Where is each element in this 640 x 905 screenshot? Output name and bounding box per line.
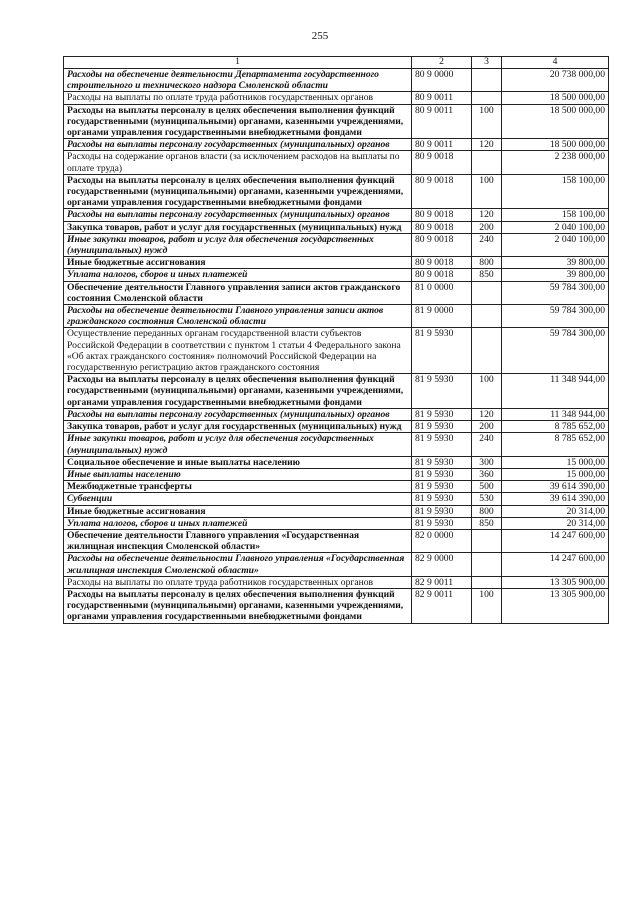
cell-code: 81 9 5930 — [412, 456, 472, 468]
cell-type: 120 — [472, 408, 502, 420]
cell-amount: 39 614 390,00 — [502, 493, 609, 505]
cell-code: 81 9 5930 — [412, 517, 472, 529]
table-row — [64, 517, 609, 529]
cell-type: 100 — [472, 588, 502, 623]
cell-name: Закупка товаров, работ и услуг для государственных (муниципальных) нужд — [64, 421, 412, 433]
cell-amount: 158 100,00 — [502, 209, 609, 221]
cell-amount: 8 785 652,00 — [502, 433, 609, 456]
cell-name: Обеспечение деятельности Главного управления «Государственная жилищная инспекция Смоленской области» — [64, 529, 412, 552]
cell-amount: 14 247 600,00 — [502, 553, 609, 576]
cell-name: Межбюджетные трансферты — [64, 481, 412, 493]
cell-amount: 15 000,00 — [502, 468, 609, 480]
cell-name: Расходы на обеспечение деятельности Департамента государственного строительного и технического надзора Смоленской области — [64, 69, 412, 92]
cell-amount: 11 348 944,00 — [502, 408, 609, 420]
cell-code: 81 9 5930 — [412, 374, 472, 409]
table-row — [64, 139, 609, 151]
table-row — [64, 69, 609, 92]
cell-amount: 15 000,00 — [502, 456, 609, 468]
cell-name: Расходы на выплаты по оплате труда работников государственных органов — [64, 92, 412, 104]
cell-type — [472, 151, 502, 174]
table-row — [64, 374, 609, 409]
cell-amount: 8 785 652,00 — [502, 421, 609, 433]
cell-name: Расходы на обеспечение деятельности Главного управления записи актов гражданского состояния Смоленской области — [64, 305, 412, 328]
cell-name: Расходы на выплаты персоналу в целях обеспечения выполнения функций государственными (муниципальными) органами, казенными учреждениями, органами управления государственными внебюджетными фондами — [64, 174, 412, 209]
table-row — [64, 257, 609, 269]
table-row — [64, 408, 609, 420]
table-row — [64, 553, 609, 576]
cell-code: 81 9 0000 — [412, 305, 472, 328]
cell-amount: 13 305 900,00 — [502, 588, 609, 623]
cell-name: Уплата налогов, сборов и иных платежей — [64, 517, 412, 529]
cell-name: Закупка товаров, работ и услуг для государственных (муниципальных) нужд — [64, 221, 412, 233]
cell-type: 200 — [472, 421, 502, 433]
cell-code: 81 0 0000 — [412, 281, 472, 304]
cell-name: Расходы на обеспечение деятельности Главного управления «Государственная жилищная инспекция Смоленской области» — [64, 553, 412, 576]
cell-type — [472, 92, 502, 104]
cell-code: 80 9 0018 — [412, 221, 472, 233]
table-row — [64, 104, 609, 139]
table-row — [64, 281, 609, 304]
table-row — [64, 468, 609, 480]
cell-amount: 20 738 000,00 — [502, 69, 609, 92]
table-row — [64, 328, 609, 374]
table-row — [64, 151, 609, 174]
table-row — [64, 305, 609, 328]
cell-name: Расходы на выплаты персоналу в целях обеспечения выполнения функций государственными (муниципальными) органами, казенными учреждениями, органами управления государственными внебюджетными фондами — [64, 104, 412, 139]
cell-type: 100 — [472, 374, 502, 409]
cell-type — [472, 305, 502, 328]
table-row — [64, 529, 609, 552]
cell-amount: 2 040 100,00 — [502, 221, 609, 233]
table-row — [64, 174, 609, 209]
cell-type: 120 — [472, 139, 502, 151]
cell-name: Осуществление переданных органам государственной власти субъектов Российской Федерации в соответствии с пунктом 1 статьи 4 Федерального закона «Об актах гражданского состояния» полномочий Российской Федерации на государственную регистрацию актов гражданского состояния — [64, 328, 412, 374]
cell-amount: 39 800,00 — [502, 269, 609, 281]
table-row — [64, 481, 609, 493]
cell-code: 80 9 0011 — [412, 139, 472, 151]
cell-name: Расходы на выплаты персоналу государственных (муниципальных) органов — [64, 139, 412, 151]
cell-type — [472, 553, 502, 576]
cell-amount: 158 100,00 — [502, 174, 609, 209]
cell-type — [472, 328, 502, 374]
cell-code: 81 9 5930 — [412, 493, 472, 505]
cell-amount: 20 314,00 — [502, 517, 609, 529]
table-row — [64, 421, 609, 433]
cell-name: Иные закупки товаров, работ и услуг для обеспечения государственных (муниципальных) нужд — [64, 233, 412, 256]
cell-code: 81 9 5930 — [412, 421, 472, 433]
cell-code: 82 9 0011 — [412, 576, 472, 588]
cell-code: 80 9 0018 — [412, 174, 472, 209]
cell-code: 80 9 0018 — [412, 233, 472, 256]
table-row — [64, 92, 609, 104]
cell-type — [472, 281, 502, 304]
cell-amount: 39 800,00 — [502, 257, 609, 269]
table-row — [64, 233, 609, 256]
table-row — [64, 456, 609, 468]
cell-code: 81 9 5930 — [412, 481, 472, 493]
cell-code: 80 9 0011 — [412, 104, 472, 139]
cell-type: 240 — [472, 233, 502, 256]
cell-type: 240 — [472, 433, 502, 456]
cell-type: 100 — [472, 104, 502, 139]
table-row — [64, 209, 609, 221]
table-row — [64, 505, 609, 517]
cell-code: 81 9 5930 — [412, 433, 472, 456]
cell-amount: 59 784 300,00 — [502, 305, 609, 328]
cell-name: Иные бюджетные ассигнования — [64, 505, 412, 517]
cell-name: Расходы на содержание органов власти (за исключением расходов на выплаты по оплате труда) — [64, 151, 412, 174]
cell-code: 80 9 0000 — [412, 69, 472, 92]
cell-code: 80 9 0018 — [412, 151, 472, 174]
cell-name: Расходы на выплаты персоналу в целях обеспечения выполнения функций государственными (муниципальными) органами, казенными учреждениями, органами управления государственными внебюджетными фондами — [64, 588, 412, 623]
cell-code: 81 9 5930 — [412, 468, 472, 480]
cell-name: Субвенции — [64, 493, 412, 505]
cell-code: 82 0 0000 — [412, 529, 472, 552]
cell-name: Иные закупки товаров, работ и услуг для обеспечения государственных (муниципальных) нужд — [64, 433, 412, 456]
cell-name: Расходы на выплаты по оплате труда работников государственных органов — [64, 576, 412, 588]
cell-type: 300 — [472, 456, 502, 468]
cell-code: 81 9 5930 — [412, 328, 472, 374]
table-row — [64, 433, 609, 456]
cell-amount: 2 238 000,00 — [502, 151, 609, 174]
cell-name: Иные бюджетные ассигнования — [64, 257, 412, 269]
cell-type — [472, 69, 502, 92]
cell-code: 81 9 5930 — [412, 408, 472, 420]
cell-amount: 18 500 000,00 — [502, 92, 609, 104]
column-header-name: 1 — [64, 57, 412, 69]
cell-code: 80 9 0018 — [412, 269, 472, 281]
cell-type: 100 — [472, 174, 502, 209]
budget-table — [63, 56, 609, 624]
table-row — [64, 576, 609, 588]
cell-type: 800 — [472, 257, 502, 269]
cell-amount: 18 500 000,00 — [502, 139, 609, 151]
table-header-row — [64, 57, 609, 69]
cell-code: 81 9 5930 — [412, 505, 472, 517]
cell-code: 82 9 0000 — [412, 553, 472, 576]
column-header-code: 2 — [412, 57, 472, 69]
cell-type — [472, 576, 502, 588]
table-row — [64, 269, 609, 281]
cell-type: 800 — [472, 505, 502, 517]
table-row — [64, 221, 609, 233]
column-header-amount: 4 — [502, 57, 609, 69]
cell-amount: 18 500 000,00 — [502, 104, 609, 139]
cell-code: 80 9 0018 — [412, 209, 472, 221]
cell-type: 850 — [472, 269, 502, 281]
cell-name: Расходы на выплаты персоналу государственных (муниципальных) органов — [64, 209, 412, 221]
cell-code: 80 9 0011 — [412, 92, 472, 104]
cell-type: 360 — [472, 468, 502, 480]
cell-name: Расходы на выплаты персоналу в целях обеспечения выполнения функций государственными (муниципальными) органами, казенными учреждениями, органами управления государственными внебюджетными фондами — [64, 374, 412, 409]
column-header-type: 3 — [472, 57, 502, 69]
cell-amount: 13 305 900,00 — [502, 576, 609, 588]
cell-type: 500 — [472, 481, 502, 493]
cell-amount: 20 314,00 — [502, 505, 609, 517]
cell-amount: 59 784 300,00 — [502, 281, 609, 304]
cell-name: Обеспечение деятельности Главного управления записи актов гражданского состояния Смоленской области — [64, 281, 412, 304]
cell-name: Уплата налогов, сборов и иных платежей — [64, 269, 412, 281]
cell-type: 850 — [472, 517, 502, 529]
cell-type — [472, 529, 502, 552]
cell-amount: 2 040 100,00 — [502, 233, 609, 256]
cell-amount: 59 784 300,00 — [502, 328, 609, 374]
cell-name: Иные выплаты населению — [64, 468, 412, 480]
table-row — [64, 588, 609, 623]
table-row — [64, 493, 609, 505]
cell-code: 80 9 0018 — [412, 257, 472, 269]
cell-code: 82 9 0011 — [412, 588, 472, 623]
cell-amount: 14 247 600,00 — [502, 529, 609, 552]
cell-amount: 39 614 390,00 — [502, 481, 609, 493]
cell-name: Социальное обеспечение и иные выплаты населению — [64, 456, 412, 468]
cell-type: 120 — [472, 209, 502, 221]
page-number: 255 — [311, 30, 329, 42]
cell-type: 530 — [472, 493, 502, 505]
cell-name: Расходы на выплаты персоналу государственных (муниципальных) органов — [64, 408, 412, 420]
cell-type: 200 — [472, 221, 502, 233]
cell-amount: 11 348 944,00 — [502, 374, 609, 409]
